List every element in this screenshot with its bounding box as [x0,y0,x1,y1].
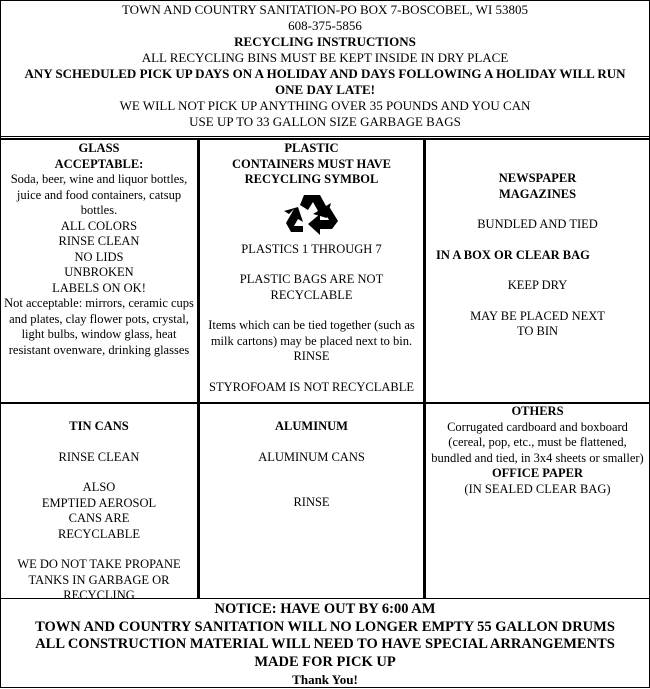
glass-rule: UNBROKEN [64,265,134,279]
plastic-bags-note: PLASTIC BAGS ARE NOT RECYCLABLE [239,272,384,302]
tin-propane: WE DO NOT TAKE PROPANE TANKS IN GARBAGE OR RECYCLING [17,557,181,602]
glass-section [1,141,197,403]
thank-you: Thank You! [292,672,358,687]
plastic-title-line1: PLASTIC [284,141,339,155]
drums-notice: TOWN AND COUNTRY SANITATION WILL NO LONGER EMPTY 55 GALLON DRUMS [35,618,615,635]
office-paper-title: OFFICE PAPER [491,466,584,480]
newspaper-bundled: BUNDLED AND TIED [477,217,598,231]
others-title: OTHERS [511,404,564,418]
aluminum-section [200,404,423,598]
glass-rule: ALL COLORS [60,218,138,233]
construction-notice-line1: ALL CONSTRUCTION MATERIAL WILL NEED TO HAVE SPECIAL ARRANGEMENTS [35,636,615,652]
holiday-notice-line2: ONE DAY LATE! [275,82,375,97]
newspaper-title-line2: MAGAZINES [498,186,577,201]
bins-instruction: ALL RECYCLING BINS MUST BE KEPT INSIDE IN DRY PLACE [141,50,509,65]
glass-rule: RINSE CLEAN [58,234,140,248]
tin-title: TIN CANS [69,419,129,433]
construction-notice-line2: MADE FOR PICK UP [254,653,396,670]
plastic-rinse: RINSE [293,349,330,363]
aluminum-title: ALUMINUM [275,419,348,433]
recycle-icon [282,192,342,236]
tin-also: ALSO [82,480,116,494]
newspaper-placement: MAY BE PLACED NEXT TO BIN [470,308,605,338]
aluminum-rinse: RINSE [293,495,330,509]
newspaper-box-bag: IN A BOX OR CLEAR BAG [436,247,590,262]
header [1,1,649,137]
weight-limit-line1: WE WILL NOT PICK UP ANYTHING OVER 35 POUNDS AND YOU CAN [119,98,531,113]
newspaper-keep-dry: KEEP DRY [507,278,568,292]
tin-cans-section [1,404,197,602]
styrofoam-note: STYROFOAM IS NOT RECYCLABLE [209,379,414,394]
grid-top-divider [1,138,649,140]
glass-acceptable-label: ACCEPTABLE: [54,156,144,171]
others-section [426,404,649,598]
holiday-notice-line1: ANY SCHEDULED PICK UP DAYS ON A HOLIDAY AND DAYS FOLLOWING A HOLIDAY WILL RUN [24,66,626,81]
tin-aerosol: EMPTIED AEROSOL CANS ARE RECYCLABLE [41,495,157,541]
company-address: TOWN AND COUNTRY SANITATION-PO BOX 7-BOSCOBEL, WI 53805 [121,2,529,17]
newspaper-title-line1: NEWSPAPER [498,171,577,185]
page-title: RECYCLING INSTRUCTIONS [234,34,416,49]
pickup-time-notice: NOTICE: HAVE OUT BY 6:00 AM [214,601,436,617]
plastic-title-line3: RECYCLING SYMBOL [244,172,379,186]
others-cardboard: Corrugated cardboard and boxboard (cereal, pop, etc., must be flattened, bundled and tied, in 3x4 sheets or smaller) [431,419,644,465]
weight-limit-line2: USE UP TO 33 GALLON SIZE GARBAGE BAGS [189,114,461,129]
phone-number: 608-375-5856 [288,18,362,33]
aluminum-cans: ALUMINUM CANS [258,449,365,464]
glass-title: GLASS [78,141,120,155]
plastic-section [200,141,423,403]
office-paper-note: (IN SEALED CLEAR BAG) [464,481,611,496]
category-grid [1,138,649,602]
glass-not-acceptable: Not acceptable: mirrors, ceramic cups and plates, clay flower pots, crystal, light bulbs, window glass, heat resistant ovenware, drinking glasses [4,296,194,357]
footer [1,598,649,687]
plastic-tied-note: Items which can be tied together (such as milk cartons) may be placed next to bin. [208,318,415,348]
plastic-title-line2: CONTAINERS MUST HAVE [231,156,392,171]
glass-rule: NO LIDS [74,249,124,264]
glass-acceptable-text: Soda, beer, wine and liquor bottles, juice and food containers, catsup bottles. [10,172,188,217]
tin-rinse: RINSE CLEAN [58,449,140,464]
plastic-types: PLASTICS 1 THROUGH 7 [241,241,382,256]
glass-rule: LABELS ON OK! [52,280,146,295]
newspaper-section [426,141,649,403]
